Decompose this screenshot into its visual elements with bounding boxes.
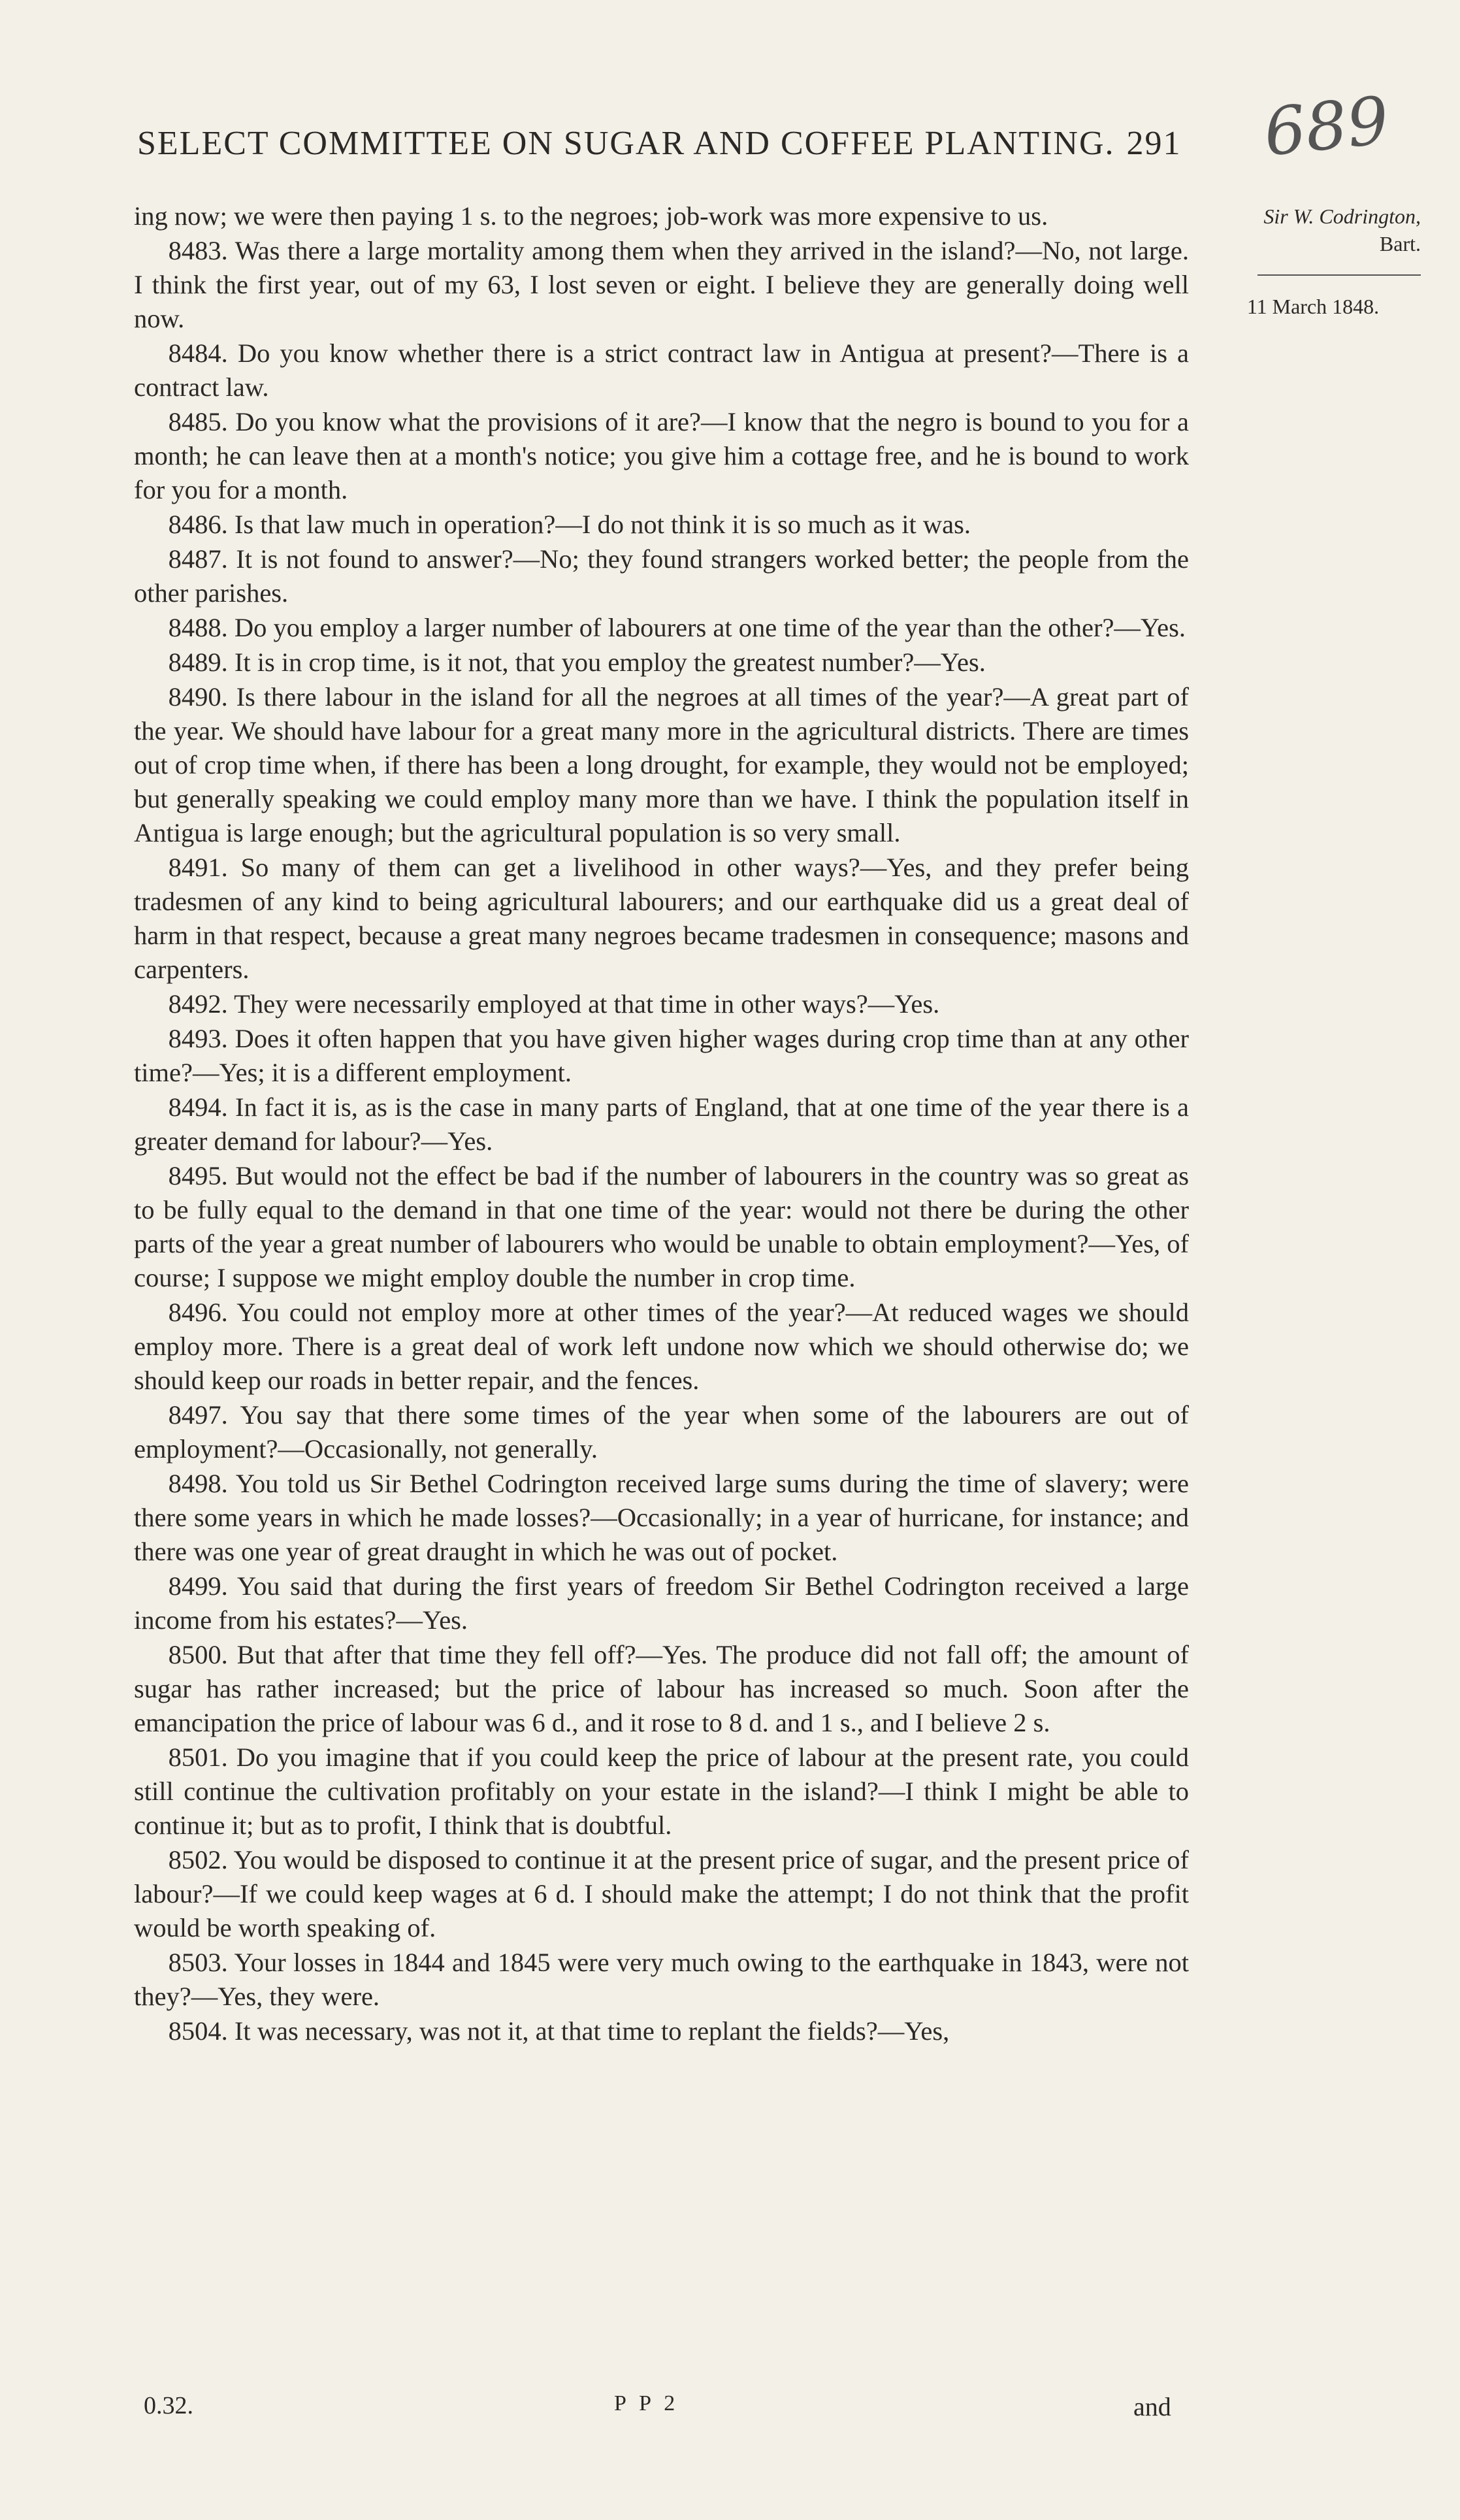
footer-signature-mark: P P 2 [614, 2391, 679, 2415]
paragraph-8483: 8483. Was there a large mortality among them when they arrived in the island?—No, not large. I think the first year, out of my 63, I lost seven or eight. I believe they are generally doing well now. [134, 236, 1189, 333]
witness-title: Bart. [1379, 232, 1421, 255]
paragraph-8490: 8490. Is there labour in the island for all the negroes at all times of the year?—A great part of the year. We should have labour for a great many more in the agricultural districts. There are times out of crop time when, if there has been a long drought, for example, they would not be employed; but generally speaking we could employ many more than we have. I think the population itself in Antigua is large enough; but the agricultural population is so very small. [134, 682, 1189, 847]
paragraph-8504: 8504. It was necessary, was not it, at that time to replant the fields?—Yes, [168, 2016, 950, 2046]
testimony-text [134, 199, 1189, 2049]
margin-note [1205, 203, 1421, 320]
witness-name: Sir W. Codrington, [1263, 205, 1421, 228]
paragraph-8494: 8494. In fact it is, as is the case in many parts of England, that at one time of the year there is a greater demand for labour?—Yes. [134, 1092, 1189, 1156]
paragraph-8484: 8484. Do you know whether there is a strict contract law in Antigua at present?—There is a contract law. [134, 338, 1189, 402]
paragraph-8488: 8488. Do you employ a larger number of labourers at one time of the year than the other?—Yes. [168, 613, 1186, 642]
paragraph-8492: 8492. They were necessarily employed at that time in other ways?—Yes. [168, 989, 940, 1019]
paragraph-8496: 8496. You could not employ more at other times of the year?—At reduced wages we should employ more. There is a great deal of work left undone now which we should otherwise do; we should keep our roads in better repair, and the fences. [134, 1298, 1189, 1395]
header-title: SELECT COMMITTEE ON SUGAR AND COFFEE PLANTING. [137, 125, 1115, 162]
paragraph-8502: 8502. You would be disposed to continue it at the present price of sugar, and the present price of labour?—If we could keep wages at 6 d. I should make the attempt; I do not think that the profit would be worth speaking of. [134, 1845, 1189, 1942]
margin-divider [1257, 274, 1421, 276]
paragraph-8495: 8495. But would not the effect be bad if the number of labourers in the country was so great as to be fully equal to the demand in that one time of the year: would not there be during the other parts of the year a great number of labourers who would be unable to obtain employment?—Yes, of course; I suppose we might employ double the number in crop time. [134, 1161, 1189, 1292]
running-header [137, 124, 1195, 163]
paragraph-8489: 8489. It is in crop time, is it not, that you employ the greatest number?—Yes. [168, 647, 986, 677]
page-number: 291 [1126, 125, 1182, 162]
paragraph-8485: 8485. Do you know what the provisions of it are?—I know that the negro is bound to you for a month; he can leave then at a month's notice; you give him a cottage free, and he is bound to work for you for a month. [134, 407, 1189, 504]
footer-document-number: 0.32. [144, 2392, 193, 2419]
paragraph-8499: 8499. You said that during the first years of freedom Sir Bethel Codrington received a large income from his estates?—Yes. [134, 1571, 1189, 1635]
paragraph-8497: 8497. You say that there some times of the year when some of the labourers are out of employment?—Occasionally, not generally. [134, 1400, 1189, 1464]
session-date: 11 March 1848. [1246, 295, 1380, 318]
footer-catchword: and [1133, 2392, 1171, 2421]
paragraph-8498: 8498. You told us Sir Bethel Codrington received large sums during the time of slavery; were there some years in which he made losses?—Occasionally; in a year of hurricane, for instance; and there was one year of great draught in which he was out of pocket. [134, 1469, 1189, 1566]
paragraph-continuation: ing now; we were then paying 1 s. to the negroes; job-work was more expensive to us. [134, 201, 1048, 231]
paragraph-8500: 8500. But that after that time they fell off?—Yes. The produce did not fall off; the amount of sugar has rather increased; but the price of labour has increased so much. Soon after the emancipation the price of labour was 6 d., and it rose to 8 d. and 1 s., and I believe 2 s. [134, 1640, 1189, 1737]
handwritten-folio-number: 689 [1260, 82, 1393, 171]
paragraph-8487: 8487. It is not found to answer?—No; they found strangers worked better; the people from the other parishes. [134, 544, 1189, 608]
paragraph-8501: 8501. Do you imagine that if you could keep the price of labour at the present rate, you could still continue the cultivation profitably on your estate in the island?—I think I might be able to continue it; but as to profit, I think that is doubtful. [134, 1743, 1189, 1840]
paragraph-8503: 8503. Your losses in 1844 and 1845 were very much owing to the earthquake in 1843, were not they?—Yes, they were. [134, 1948, 1189, 2011]
paragraph-8493: 8493. Does it often happen that you have given higher wages during crop time than at any other time?—Yes; it is a different employment. [134, 1024, 1189, 1087]
paragraph-8491: 8491. So many of them can get a livelihood in other ways?—Yes, and they prefer being tradesmen of any kind to being agricultural labourers; and our earthquake did us a great deal of harm in that respect, because a great many negroes became tradesmen in consequence; masons and carpenters. [134, 853, 1189, 984]
paragraph-8486: 8486. Is that law much in operation?—I do not think it is so much as it was. [168, 510, 971, 539]
